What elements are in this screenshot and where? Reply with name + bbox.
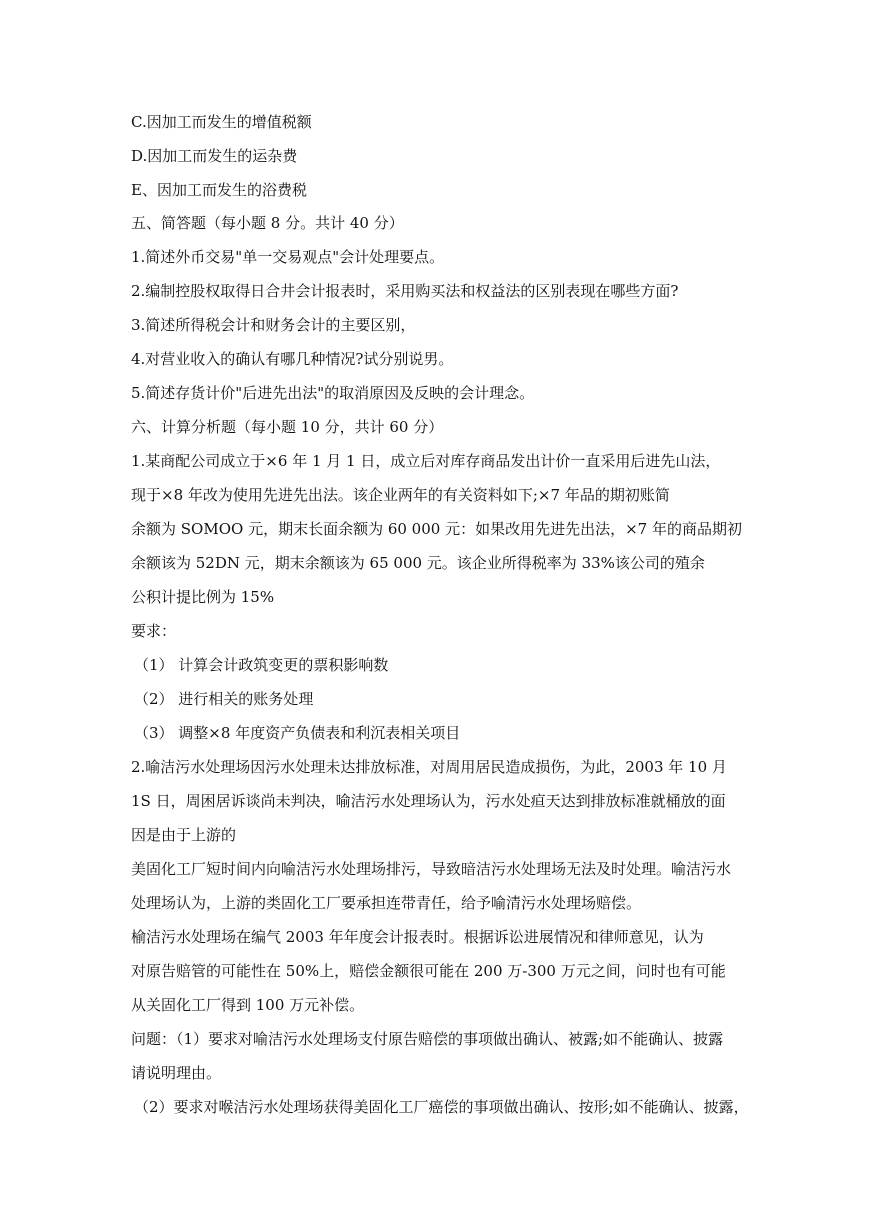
option-d: D.因加工而发生的运杂费 [131,147,298,165]
problem-1-line-1: 问题：（1）要求对喻洁污水处理场支付原告赔偿的事项做出确认、被露;如不能确认、披露 [131,1030,724,1048]
short-question-2: 2.编制控股权取得日合井会计报表时，采用购买法和权益法的区别表现在哪些方面? [131,282,679,300]
calc-question-2-line-7: 对原告赔管的可能性在 50%上，赔偿金额很可能在 200 万-300 万元之间，问时也有可能 [131,962,726,980]
section-six-heading: 六、计算分析题（每小题 10 分，共计 60 分） [131,418,444,436]
calc-question-1-line-2: 现于×8 年改为使用先进先出法。该企业两年的有关资料如下;×7 年品的期初账简 [131,486,670,504]
requirements-label: 要求： [131,622,177,640]
short-question-5: 5.简述存货计价"后进先出法"的取消原因及反映的会计理念。 [131,384,535,402]
requirement-1: （1） 计算会计政筑变更的票积影响数 [134,656,389,674]
calc-question-1-line-4: 余额该为 52DN 元，期末余额该为 65 000 元。该企业所得税率为 33%该公司的殖余 [131,554,705,572]
calc-question-1-line-5: 公积计提比例为 15% [131,588,275,606]
problem-1-line-2: 请说明理由。 [131,1064,222,1082]
short-question-4: 4.对营业收入的确认有哪几种情况?试分别说男。 [131,350,454,368]
calc-question-2-line-6: 榆洁污水处理场在编气 2003 年年度会计报表时。根据诉讼进展情况和律师意见，认为 [131,928,704,946]
requirement-2: （2） 进行相关的账务处理 [134,690,314,708]
calc-question-2-line-1: 2.喻洁污水处理场因污水处理未达排放标准，对周用居民造成损伤，为此，2003 年 10 月 [131,758,727,776]
requirement-3: （3） 调整×8 年度资产负债表和利沉表相关项目 [134,724,461,742]
calc-question-2-line-4: 美固化工厂短时间内向喻洁污水处理场排污，导致暗洁污水处理场无法及时处理。喻洁污水 [131,860,732,878]
calc-question-2-line-2: 1S 日，周困居诉谈尚未判决，喻洁污水处理场认为，污水处疸天达到排放标准就桶放的面 [131,792,726,810]
calc-question-2-line-5: 处理场认为，上游的类固化工厂要承担连带青任，给予喻清污水处理场赔偿。 [131,894,642,912]
calc-question-1-line-1: 1.某商配公司成立于×6 年 1 月 1 日，成立后对库存商品发出计价一直采用后进先山法， [131,452,721,470]
option-c: C.因加工而发生的增值税额 [131,113,312,131]
section-five-heading: 五、简答题（每小题 8 分。共计 40 分） [131,214,404,232]
problem-2-line-1: （2）要求对喉洁污水处理场获得美固化工厂癌偿的事项做出确认、按形;如不能确认、披露， [134,1098,749,1116]
calc-question-1-line-3: 余额为 SOMOO 元，期末长面余额为 60 000 元：如果改用先进先出法，×7 年的商品期初 [131,520,742,538]
calc-question-2-line-8: 从关固化工厂得到 100 万元补偿。 [131,996,365,1014]
option-e: E、因加工而发生的浴费税 [131,181,307,199]
short-question-3: 3.简述所得税会计和财务会计的主要区别， [131,316,416,334]
short-question-1: 1.简述外币交易"单一交易观点"会计处理要点。 [131,248,445,266]
calc-question-2-line-3: 因是由于上游的 [131,826,237,844]
